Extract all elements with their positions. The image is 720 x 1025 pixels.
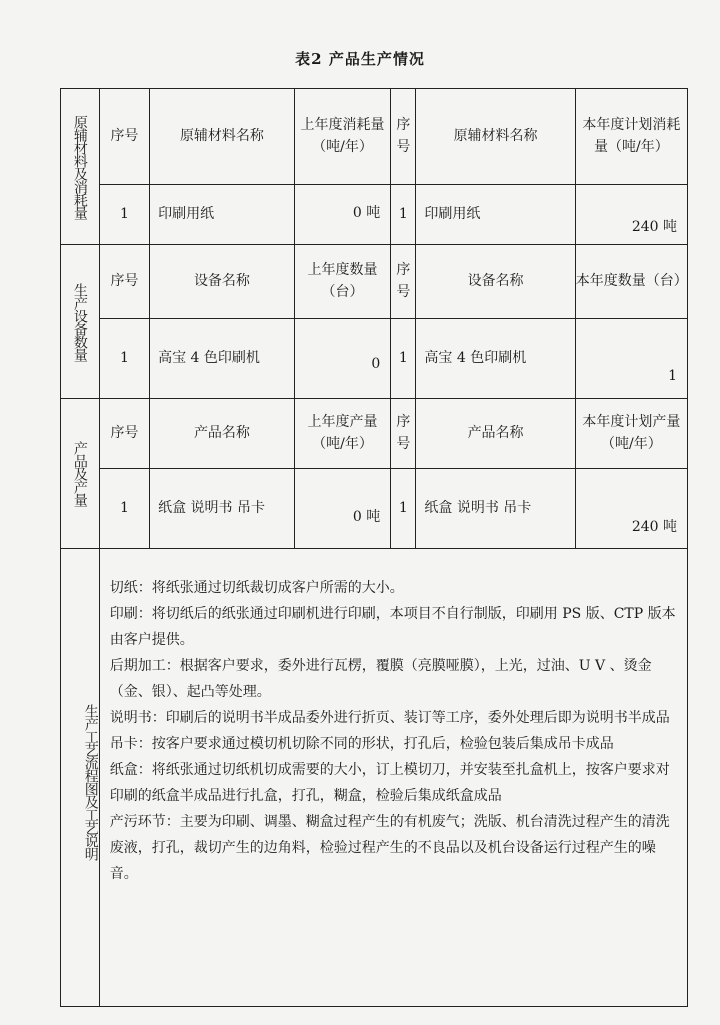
equipment-seq2-cell: 1 xyxy=(391,319,416,399)
equipment-header-row xyxy=(61,245,688,319)
products-seq2-header: 序号 xyxy=(391,399,416,469)
process-line-printing: 印刷：将切纸后的纸张通过印刷机进行印刷，本项目不自行制版，印刷用 PS 版、CTP 版本由客户提供。 xyxy=(109,606,676,648)
materials-last-cell: 0 吨 xyxy=(294,185,390,245)
materials-seq2-header: 序号 xyxy=(391,89,416,185)
products-last-header: 上年度产量（吨/年） xyxy=(294,399,390,469)
equipment-name2-cell: 高宝 4 色印刷机 xyxy=(416,319,575,399)
products-section-label: 产品及产量 xyxy=(61,399,100,549)
products-header-row xyxy=(61,399,688,469)
equipment-seq2-header: 序号 xyxy=(391,245,416,319)
products-data-row xyxy=(61,469,688,549)
materials-seq-cell: 1 xyxy=(99,185,149,245)
equipment-name2-header: 设备名称 xyxy=(416,245,575,319)
products-seq2-cell: 1 xyxy=(391,469,416,549)
equipment-seq-header: 序号 xyxy=(99,245,149,319)
equipment-seq-cell: 1 xyxy=(99,319,149,399)
materials-data-row xyxy=(61,185,688,245)
equipment-last-header: 上年度数量（台） xyxy=(294,245,390,319)
materials-section-label: 原辅材料及消耗量 xyxy=(61,89,100,245)
production-table xyxy=(60,88,688,1007)
products-name2-header: 产品名称 xyxy=(416,399,575,469)
products-name-header: 产品名称 xyxy=(150,399,295,469)
products-name-cell: 纸盒 说明书 吊卡 xyxy=(150,469,295,549)
equipment-this-header: 本年度数量（台） xyxy=(575,245,687,319)
process-line-cutting: 切纸：将纸张通过切纸裁切成客户所需的大小。 xyxy=(109,580,404,596)
materials-name-cell: 印刷用纸 xyxy=(150,185,295,245)
process-line-pollution: 产污环节：主要为印刷、调墨、糊盒过程产生的有机废气；洗版、机台清洗过程产生的清洗废液，打孔，裁切产生的边角料，检验过程产生的不良品以及机台设备运行过程产生的噪音。 xyxy=(109,814,670,882)
materials-last-header: 上年度消耗量（吨/年） xyxy=(294,89,390,185)
materials-this-cell: 240 吨 xyxy=(575,185,687,245)
equipment-data-row xyxy=(61,319,688,399)
materials-name2-cell: 印刷用纸 xyxy=(416,185,575,245)
process-section-label: 生产工艺流程图及工艺说明 xyxy=(61,549,100,1007)
materials-name-header: 原辅材料名称 xyxy=(150,89,295,185)
equipment-last-cell: 0 xyxy=(294,319,390,399)
materials-name2-header: 原辅材料名称 xyxy=(416,89,575,185)
materials-this-header: 本年度计划消耗量（吨/年） xyxy=(575,89,687,185)
process-line-postprocessing: 后期加工：根据客户要求，委外进行瓦楞，覆膜（亮膜哑膜），上光，过油、U V 、烫金（金、银）、起凸等处理。 xyxy=(109,658,652,700)
products-seq-cell: 1 xyxy=(99,469,149,549)
process-row xyxy=(61,549,688,1007)
process-line-manual: 说明书：印刷后的说明书半成品委外进行折页、装订等工序，委外处理后即为说明书半成品 xyxy=(109,710,670,726)
table-title: 表2 产品生产情况 xyxy=(295,50,425,68)
process-description xyxy=(99,549,687,1007)
materials-seq-header: 序号 xyxy=(99,89,149,185)
products-this-cell: 240 吨 xyxy=(575,469,687,549)
equipment-name-header: 设备名称 xyxy=(150,245,295,319)
products-last-cell: 0 吨 xyxy=(294,469,390,549)
equipment-this-cell: 1 xyxy=(575,319,687,399)
products-name2-cell: 纸盒 说明书 吊卡 xyxy=(416,469,575,549)
materials-header-row xyxy=(61,89,688,185)
materials-seq2-cell: 1 xyxy=(391,185,416,245)
products-this-header: 本年度计划产量（吨/年） xyxy=(575,399,687,469)
process-line-box: 纸盒：将纸张通过切纸机切成需要的大小，订上模切刀，并安装至扎盒机上，按客户要求对印刷的纸盒半成品进行扎盒，打孔，糊盒，检验后集成纸盒成品 xyxy=(109,762,670,804)
process-line-hangtag: 吊卡：按客户要求通过模切机切除不同的形状，打孔后，检验包装后集成吊卡成品 xyxy=(109,736,614,752)
products-seq-header: 序号 xyxy=(99,399,149,469)
equipment-section-label: 生产设备数量 xyxy=(61,245,100,399)
equipment-name-cell: 高宝 4 色印刷机 xyxy=(150,319,295,399)
